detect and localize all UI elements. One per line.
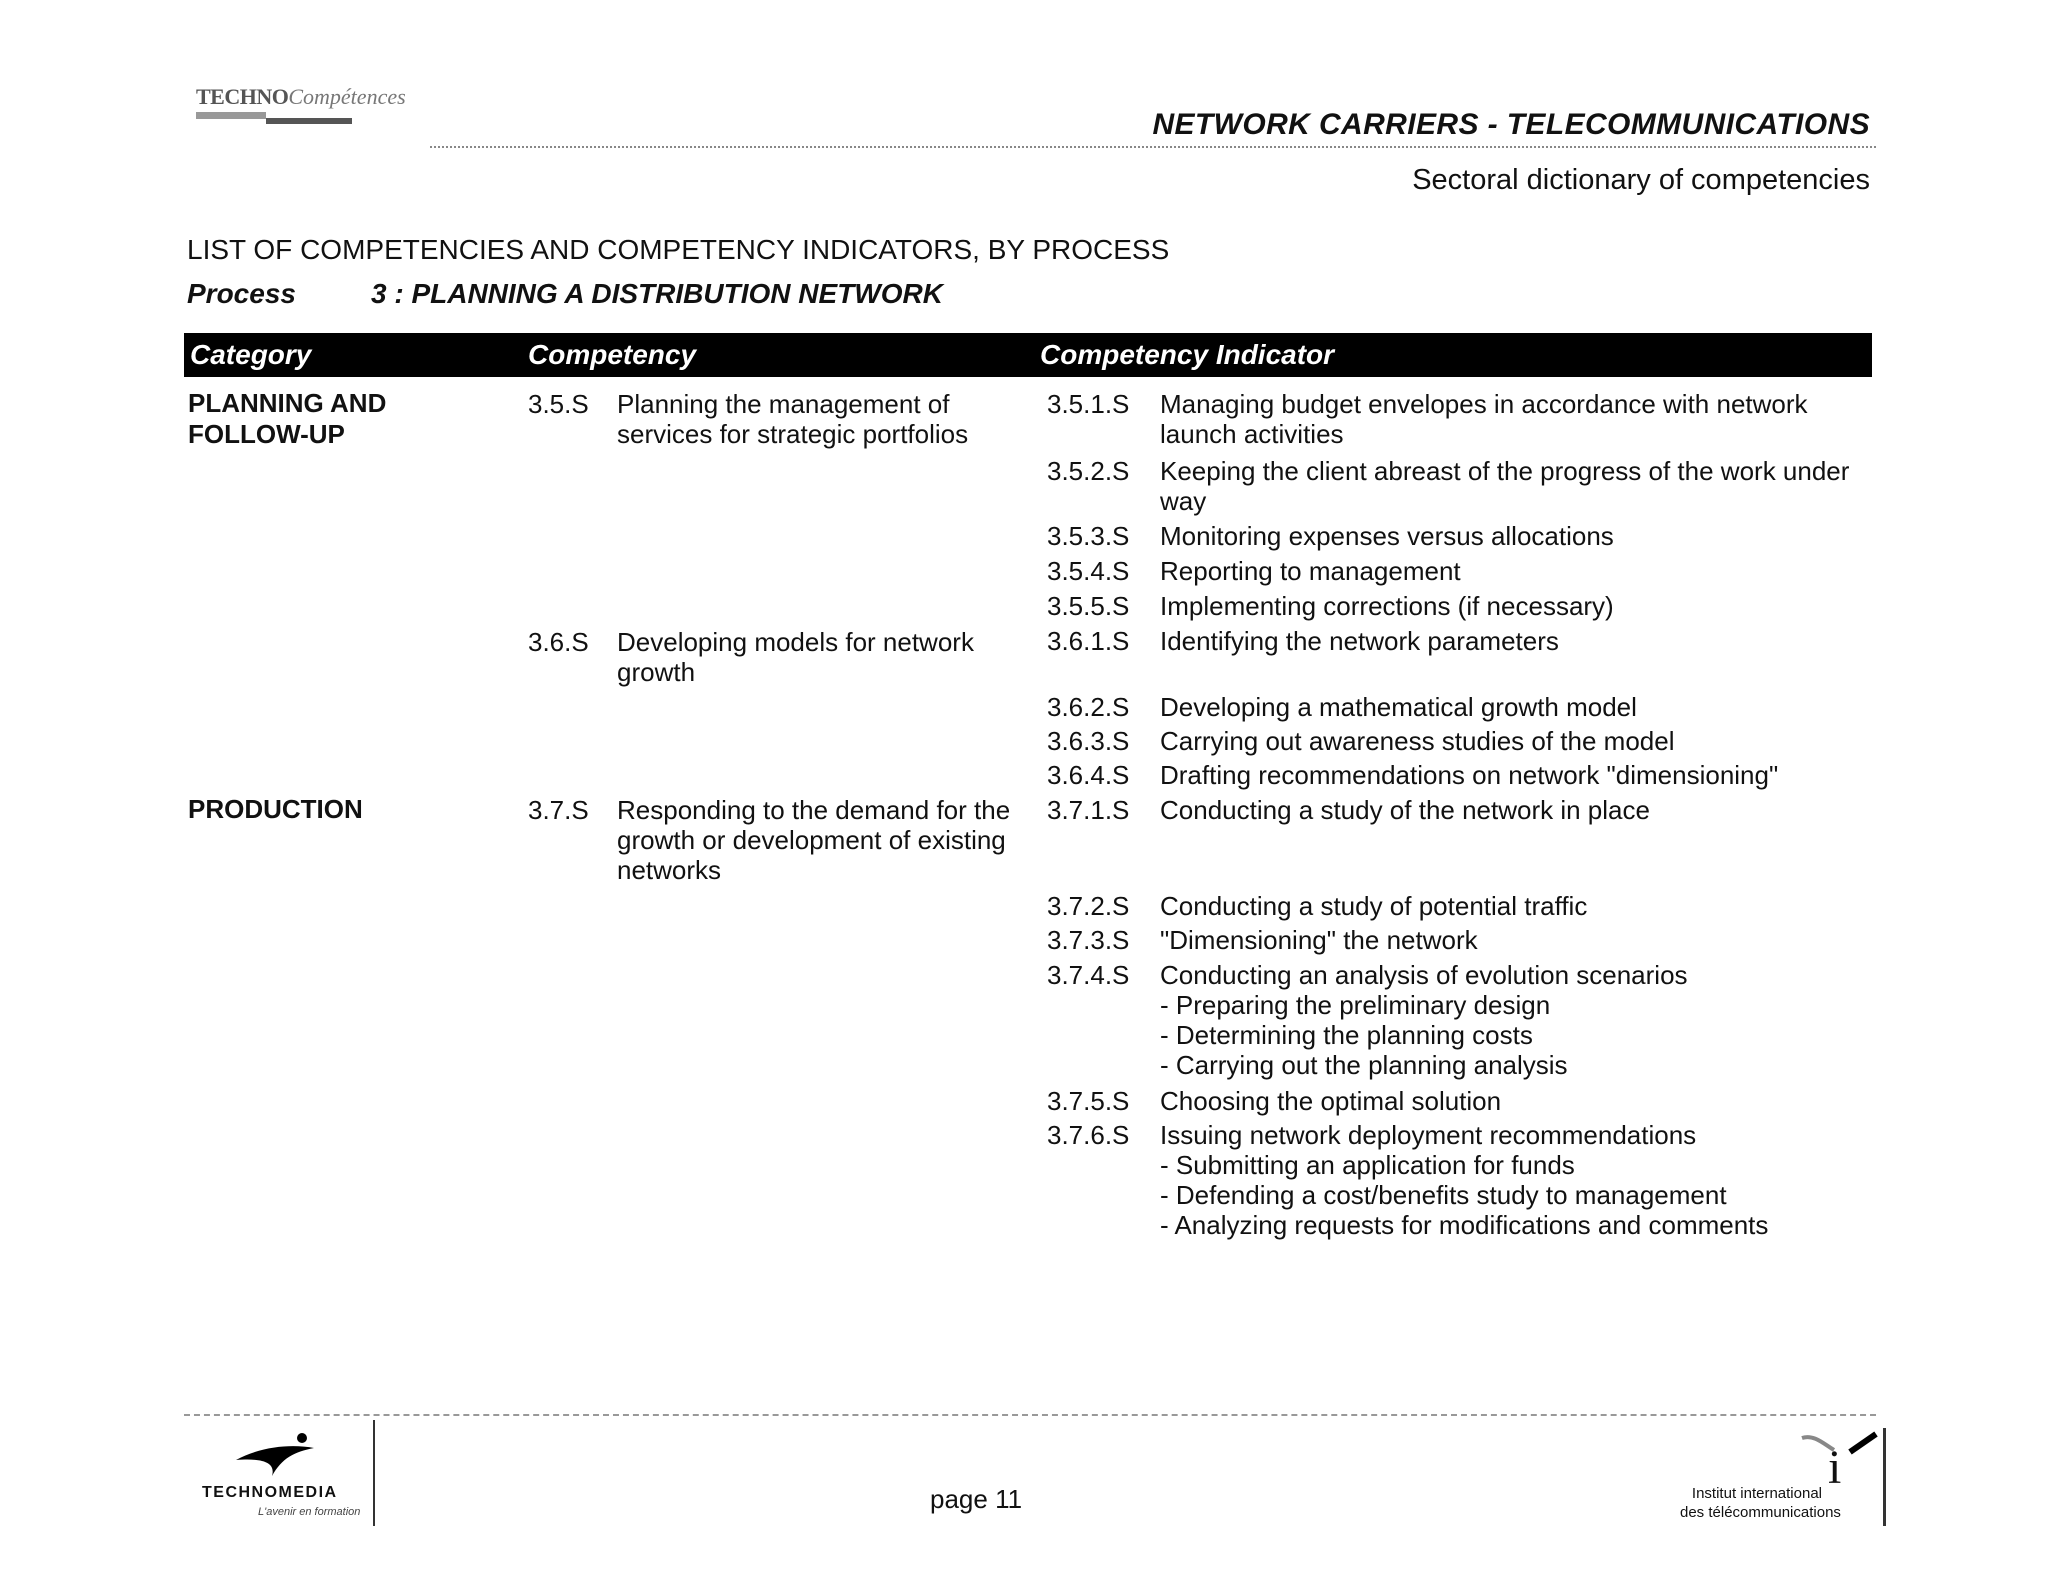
category-planning-follow-up — [188, 388, 386, 450]
indicator-line: Conducting an analysis of evolution scenarios — [1160, 960, 1688, 990]
competency-text — [617, 795, 1010, 885]
category-line: PRODUCTION — [188, 794, 363, 824]
iit-logo-letter: i — [1828, 1441, 1842, 1494]
indicator-subline: - Carrying out the planning analysis — [1160, 1050, 1568, 1080]
header-competency: Competency — [528, 339, 697, 370]
competency-line: networks — [617, 855, 722, 885]
logo-bar-light — [196, 112, 266, 119]
indicator-text: Carrying out awareness studies of the model — [1160, 726, 1675, 756]
competency-line: Planning the management of — [617, 389, 950, 419]
indicator-line: Managing budget envelopes in accordance with network — [1160, 389, 1808, 419]
indicator-code: 3.7.4.S — [1047, 960, 1130, 990]
header-competency-indicator: Competency Indicator — [1040, 339, 1335, 370]
header-category: Category — [190, 339, 312, 370]
competency-text — [617, 389, 968, 449]
indicator-subline: - Defending a cost/benefits study to management — [1160, 1180, 1727, 1210]
indicator-code: 3.5.5.S — [1047, 591, 1130, 621]
indicator-subline: - Analyzing requests for modifications and comments — [1160, 1210, 1769, 1240]
indicator-code: 3.7.1.S — [1047, 795, 1130, 825]
indicator-code: 3.5.1.S — [1047, 389, 1130, 419]
category-line: PLANNING AND — [188, 388, 387, 418]
competency-line: services for strategic portfolios — [617, 419, 969, 449]
competency-text — [617, 627, 974, 687]
category-line: FOLLOW-UP — [188, 419, 345, 449]
indicator-text: "Dimensioning" the network — [1160, 925, 1478, 955]
category-production — [188, 794, 363, 825]
footer-right-divider — [1883, 1428, 1886, 1526]
footer-left-divider — [373, 1420, 375, 1526]
logo-bold-text: TECHNO — [196, 84, 289, 109]
indicator-subline: - Preparing the preliminary design — [1160, 990, 1551, 1020]
iit-line: des télécommunications — [1680, 1504, 1841, 1521]
indicator-subline: - Determining the planning costs — [1160, 1020, 1533, 1050]
indicator-text — [1160, 389, 1808, 449]
header-title: NETWORK CARRIERS - TELECOMMUNICATIONS — [1152, 108, 1870, 141]
indicator-line: Keeping the client abreast of the progress of the work under — [1160, 456, 1850, 486]
indicator-code: 3.6.1.S — [1047, 626, 1130, 656]
logo-italic-text: Compétences — [288, 84, 406, 109]
indicator-code: 3.7.6.S — [1047, 1120, 1130, 1150]
indicator-code: 3.7.5.S — [1047, 1086, 1130, 1116]
indicator-code: 3.6.4.S — [1047, 760, 1130, 790]
indicator-text: Choosing the optimal solution — [1160, 1086, 1502, 1116]
competency-line: Responding to the demand for the — [617, 795, 1011, 825]
technocompetences-logo — [196, 84, 406, 110]
list-title: LIST OF COMPETENCIES AND COMPETENCY INDICATORS, BY PROCESS — [187, 234, 1170, 265]
technomedia-logo-tagline: L'avenir en formation — [258, 1506, 361, 1518]
indicator-line: launch activities — [1160, 419, 1344, 449]
competency-code: 3.5.S — [528, 389, 589, 419]
page-number: page 11 — [930, 1484, 1023, 1514]
technomedia-logo-name: TECHNOMEDIA — [202, 1484, 338, 1501]
indicator-code: 3.7.2.S — [1047, 891, 1130, 921]
iit-line: Institut international — [1691, 1485, 1822, 1502]
header-subtitle: Sectoral dictionary of competencies — [1412, 164, 1870, 196]
swoosh-figure-icon — [232, 1430, 324, 1480]
table-header — [184, 333, 1872, 377]
indicator-text — [1160, 960, 1688, 1080]
indicator-text — [1160, 1120, 1768, 1240]
process-value: 3 : PLANNING A DISTRIBUTION NETWORK — [371, 278, 943, 309]
indicator-text: Conducting a study of potential traffic — [1160, 891, 1588, 921]
header-divider — [430, 146, 1876, 148]
competency-line: growth — [617, 657, 696, 687]
indicator-text: Identifying the network parameters — [1160, 626, 1559, 656]
indicator-code: 3.5.4.S — [1047, 556, 1130, 586]
indicator-code: 3.7.3.S — [1047, 925, 1130, 955]
logo-bar-dark — [266, 118, 352, 124]
indicator-text — [1160, 456, 1849, 516]
indicator-subline: - Submitting an application for funds — [1160, 1150, 1575, 1180]
footer-divider — [184, 1414, 1876, 1416]
competency-line: growth or development of existing — [617, 825, 1006, 855]
indicator-code: 3.5.3.S — [1047, 521, 1130, 551]
competency-line: Developing models for network — [617, 627, 974, 657]
indicator-text: Monitoring expenses versus allocations — [1160, 521, 1614, 551]
indicator-line: Issuing network deployment recommendations — [1160, 1120, 1697, 1150]
indicator-text: Implementing corrections (if necessary) — [1160, 591, 1614, 621]
process-heading — [187, 278, 943, 310]
indicator-code: 3.6.3.S — [1047, 726, 1130, 756]
process-label: Process — [187, 278, 296, 309]
iit-logo-text — [1680, 1484, 1860, 1522]
competency-code: 3.7.S — [528, 795, 589, 825]
competency-code: 3.6.S — [528, 627, 589, 657]
indicator-code: 3.5.2.S — [1047, 456, 1130, 486]
indicator-text: Drafting recommendations on network "dimensioning" — [1160, 760, 1779, 790]
indicator-text: Reporting to management — [1160, 556, 1461, 586]
indicator-line: way — [1160, 486, 1207, 516]
indicator-text: Conducting a study of the network in place — [1160, 795, 1650, 825]
indicator-text: Developing a mathematical growth model — [1160, 692, 1637, 722]
indicator-code: 3.6.2.S — [1047, 692, 1130, 722]
